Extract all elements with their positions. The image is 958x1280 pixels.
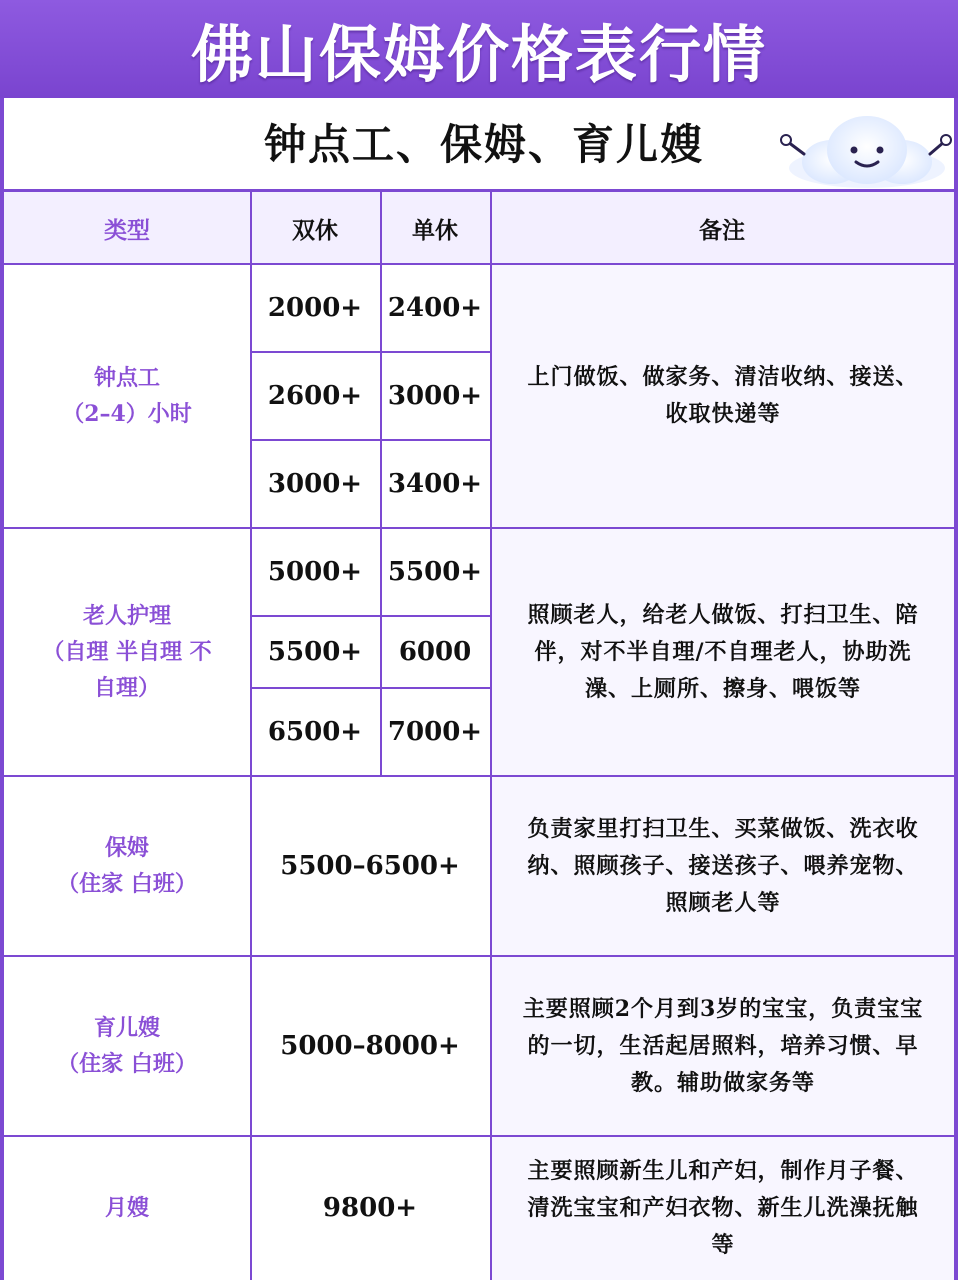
price-range: 5500–6500+ xyxy=(280,851,460,881)
price-single: 3400+ xyxy=(387,469,483,499)
type-label: 保姆 xyxy=(104,835,149,861)
type-detail: （2–4）小时 xyxy=(62,401,192,427)
price-double: 5000+ xyxy=(267,557,363,587)
price-double: 5500+ xyxy=(267,637,363,667)
price-double: 2600+ xyxy=(267,381,363,411)
divider xyxy=(4,955,954,957)
title-banner xyxy=(0,0,958,98)
type-detail: （自理 半自理 不 xyxy=(42,639,212,665)
divider xyxy=(4,1135,954,1137)
page-title: 佛山保姆价格表行情 xyxy=(190,17,767,91)
price-sheet xyxy=(0,98,958,1280)
price-single: 7000+ xyxy=(387,717,483,747)
divider xyxy=(250,687,490,689)
price-double: 2000+ xyxy=(267,293,363,323)
remark-cell: 照顾老人，给老人做饭、打扫卫生、陪伴，对不半自理/不自理老人，协助洗澡、上厕所、擦身、喂饭等 xyxy=(492,528,954,776)
price-double: 6500+ xyxy=(267,717,363,747)
divider xyxy=(490,192,492,1280)
type-cell-nanny xyxy=(4,776,250,956)
type-cell-hourly xyxy=(4,264,250,528)
type-label: 老人护理 xyxy=(82,603,171,629)
price-single: 2400+ xyxy=(387,293,483,323)
header-single-off: 单休 xyxy=(380,192,490,264)
subtitle: 钟点工、保姆、育儿嫂 xyxy=(263,120,704,169)
divider xyxy=(380,192,382,776)
divider xyxy=(4,775,954,777)
type-detail: （住家 白班） xyxy=(57,1051,197,1077)
type-label: 钟点工 xyxy=(93,365,160,391)
type-cell-elder-care xyxy=(4,528,250,776)
remark-cell: 主要照顾2个月到3岁的宝宝，负责宝宝的一切，生活起居照料，培养习惯、早教。辅助做家务等 xyxy=(492,956,954,1136)
price-single: 6000 xyxy=(398,637,472,667)
header-remark: 备注 xyxy=(490,192,954,264)
type-detail: （住家 白班） xyxy=(57,871,197,897)
type-label: 月嫂 xyxy=(104,1195,149,1221)
price-single: 5500+ xyxy=(387,557,483,587)
subtitle-row xyxy=(4,98,954,192)
price-range: 5000–8000+ xyxy=(280,1031,460,1061)
price-single: 3000+ xyxy=(387,381,483,411)
remark-cell: 上门做饭、做家务、清洁收纳、接送、收取快递等 xyxy=(492,264,954,528)
cloud-mascot-icon xyxy=(774,110,958,190)
type-cell-maternity xyxy=(4,1136,250,1280)
type-label: 育儿嫂 xyxy=(93,1015,160,1041)
price-table xyxy=(4,192,954,1280)
divider xyxy=(250,439,490,441)
divider xyxy=(250,615,490,617)
type-detail: 自理） xyxy=(93,675,160,701)
divider xyxy=(4,527,954,529)
remark-cell: 负责家里打扫卫生、买菜做饭、洗衣收纳、照顾孩子、接送孩子、喂养宠物、照顾老人等 xyxy=(492,776,954,956)
header-type: 类型 xyxy=(4,192,250,264)
price-double: 3000+ xyxy=(267,469,363,499)
divider xyxy=(250,351,490,353)
type-cell-childcare xyxy=(4,956,250,1136)
price-range: 9800+ xyxy=(322,1193,418,1223)
remark-cell: 主要照顾新生儿和产妇，制作月子餐、清洗宝宝和产妇衣物、新生儿洗澡抚触等 xyxy=(492,1136,954,1280)
divider xyxy=(250,192,252,1280)
header-double-off: 双休 xyxy=(250,192,380,264)
divider xyxy=(4,263,954,265)
